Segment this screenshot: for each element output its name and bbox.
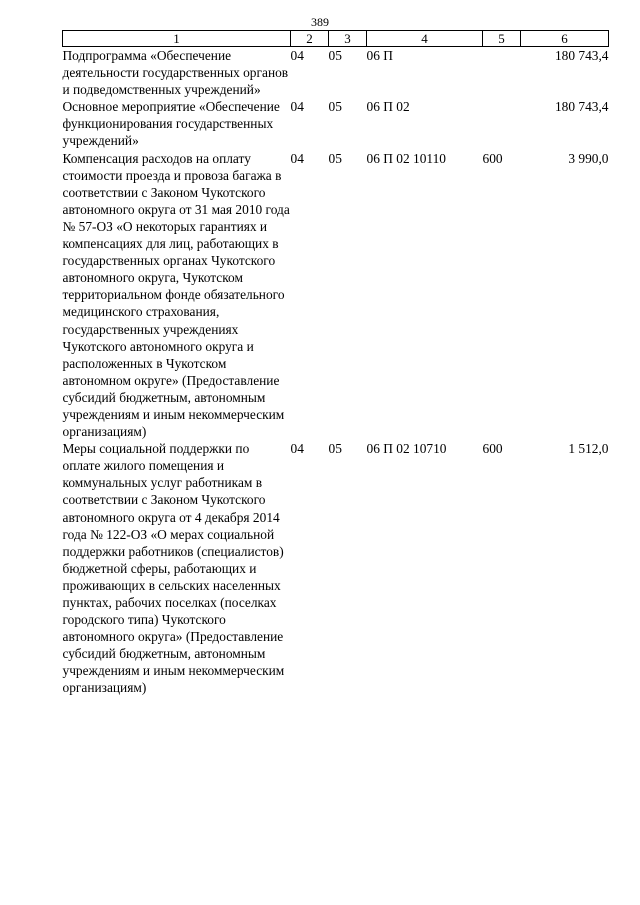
column-header-4: 4 xyxy=(367,31,483,47)
table-row xyxy=(63,47,609,99)
column-header-5: 5 xyxy=(483,31,521,47)
column-header-2: 2 xyxy=(291,31,329,47)
row-expense-type: 600 xyxy=(482,441,503,457)
row-amount: 1 512,0 xyxy=(568,441,609,457)
row-section: 04 xyxy=(290,48,304,63)
row-subsection: 05 xyxy=(328,99,342,115)
row-target-article: 06 П 02 xyxy=(366,99,410,115)
row-target-article: 06 П 02 10710 xyxy=(366,441,447,457)
row-expense-type xyxy=(483,47,521,99)
row-name: Основное мероприятие «Обеспечение функционирования государственных учреждений» xyxy=(62,99,280,149)
row-target-article: 06 П xyxy=(366,48,393,63)
row-target-article: 06 П 02 10110 xyxy=(366,150,446,166)
table-row xyxy=(63,98,609,149)
row-name: Компенсация расходов на оплату стоимости проезда и провоза багажа в соответствии с Законом Чукотского автономного округа от 31 мая 2010 года № 57-ОЗ «О некоторых гарантиях и компенсациях для лиц, работающих в государственных органах Чукотского автономного округа, Чукотском территориальном фонде обязательного медицинского страхования, государственных учреждениях Чукотского автономного округа и расположенных в Чукотском автономном округе» (Предоставление субсидий бюджетным, автономным учреждениям и иным некоммерческим организациям) xyxy=(62,150,290,440)
row-section: 04 xyxy=(290,150,304,166)
row-name: Меры социальной поддержки по оплате жилого помещения и коммунальных услуг работникам в соответствии с Законом Чукотского автономного округа от 4 декабря 2014 года № 122-ОЗ «О мерах социальной поддержки работников (специалистов) бюджетной сферы, работающих и проживающих в сельских населенных пунктах, рабочих поселках (поселках городского типа) Чукотского автономного округа» (Предоставление субсидий бюджетным, автономным учреждениям и иным некоммерческим организациям) xyxy=(62,441,285,696)
row-amount: 180 743,4 xyxy=(554,99,609,115)
column-header-3: 3 xyxy=(329,31,367,47)
row-section: 04 xyxy=(290,441,304,457)
row-amount: 3 990,0 xyxy=(568,150,609,166)
table-row xyxy=(63,440,609,696)
row-section: 04 xyxy=(290,99,304,115)
row-subsection: 05 xyxy=(328,150,342,166)
column-header-6: 6 xyxy=(521,31,609,47)
table-header-row xyxy=(63,31,609,47)
page-number: 389 xyxy=(311,15,329,29)
column-header-1: 1 xyxy=(63,31,291,47)
row-expense-type: 600 xyxy=(482,150,503,166)
row-subsection: 05 xyxy=(328,48,342,63)
row-name: Подпрограмма «Обеспечение деятельности государственных органов и подведомственных учреждений» xyxy=(62,48,289,98)
table-row xyxy=(63,150,609,441)
budget-table xyxy=(62,30,609,697)
row-amount: 180 743,4 xyxy=(554,48,609,63)
row-subsection: 05 xyxy=(328,441,342,457)
row-expense-type xyxy=(483,98,521,149)
